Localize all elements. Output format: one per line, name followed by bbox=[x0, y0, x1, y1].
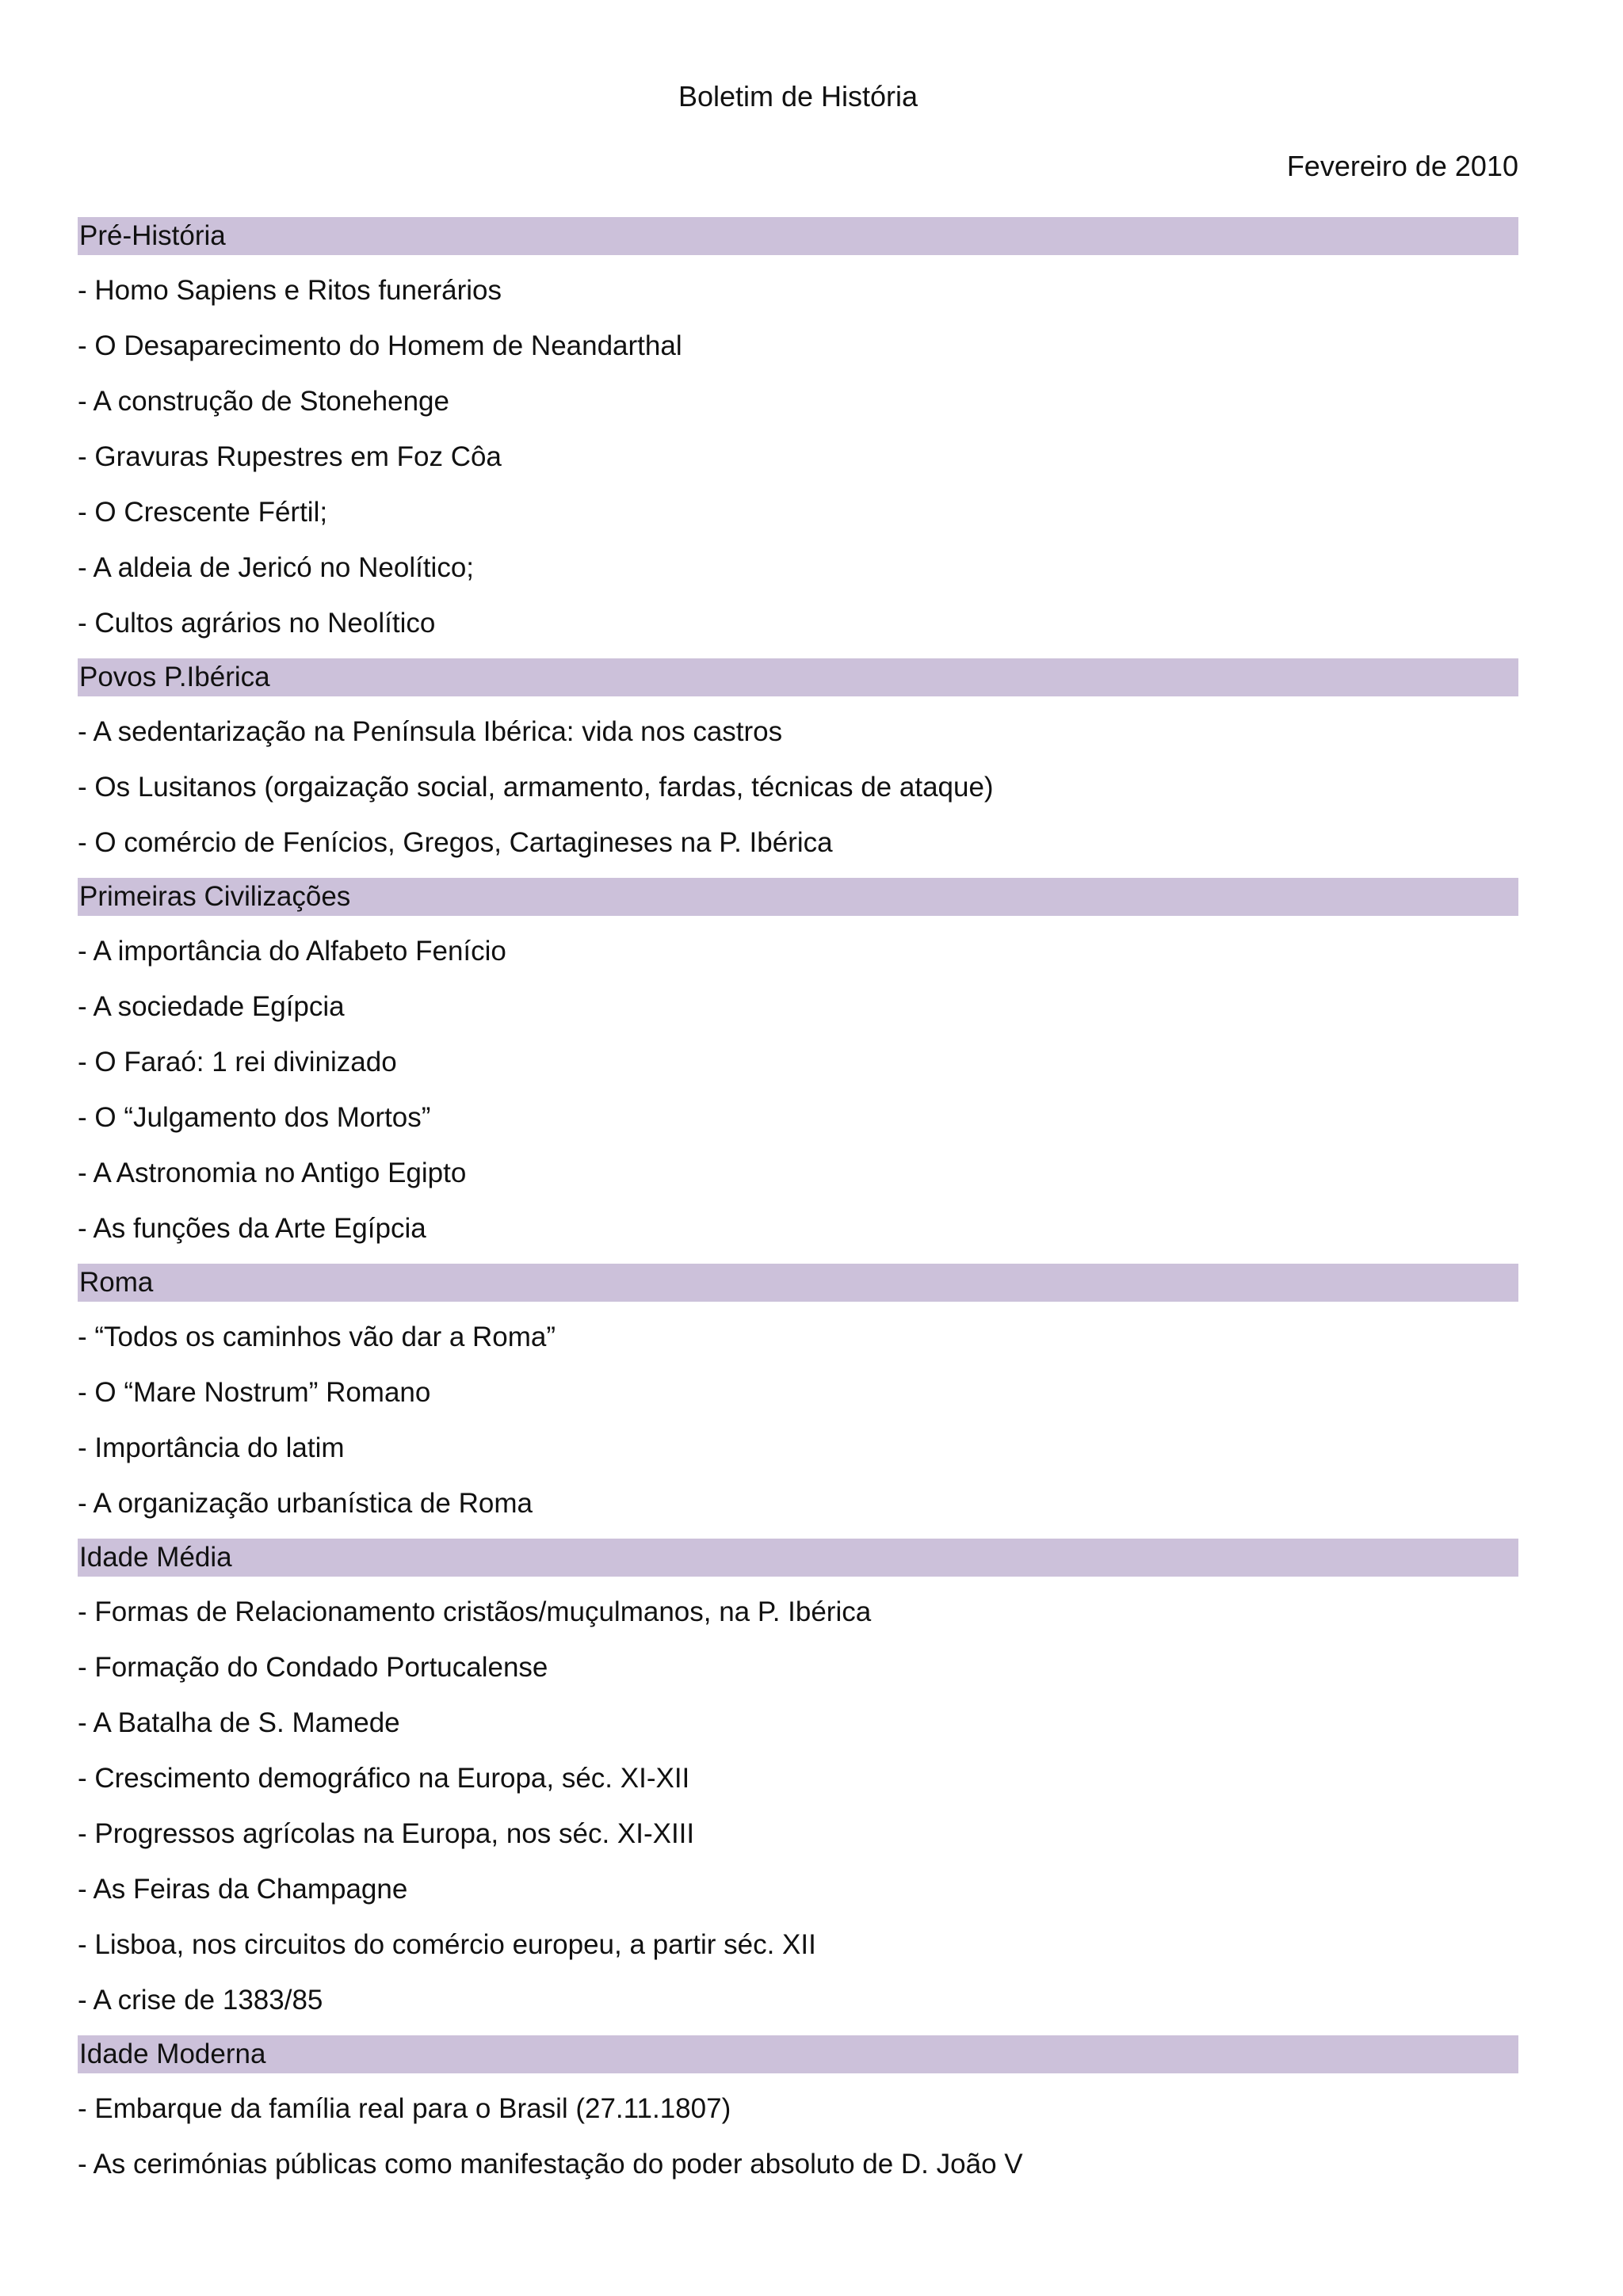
list-item: - A construção de Stonehenge bbox=[78, 386, 449, 417]
list-item: - Homo Sapiens e Ritos funerários bbox=[78, 275, 502, 306]
list-item: - A organização urbanística de Roma bbox=[78, 1488, 533, 1519]
section-header-roma: Roma bbox=[78, 1264, 1518, 1302]
section-header-povos-iberica: Povos P.Ibérica bbox=[78, 658, 1518, 696]
list-item: - A aldeia de Jericó no Neolítico; bbox=[78, 552, 475, 583]
list-item: - O Faraó: 1 rei divinizado bbox=[78, 1047, 397, 1077]
list-item: - Os Lusitanos (orgaização social, armamento, fardas, técnicas de ataque) bbox=[78, 772, 994, 803]
list-item: - Lisboa, nos circuitos do comércio europeu, a partir séc. XII bbox=[78, 1929, 816, 1960]
topic-list bbox=[78, 217, 1518, 2201]
list-item: - A sociedade Egípcia bbox=[78, 991, 345, 1022]
list-item: - “Todos os caminhos vão dar a Roma” bbox=[78, 1322, 556, 1352]
list-item: - Importância do latim bbox=[78, 1432, 345, 1463]
list-item: - A crise de 1383/85 bbox=[78, 1985, 323, 2016]
list-item: - A Astronomia no Antigo Egipto bbox=[78, 1158, 467, 1188]
list-item: - Gravuras Rupestres em Foz Côa bbox=[78, 441, 502, 472]
document-title: Boletim de História bbox=[678, 80, 918, 113]
list-item: - O Desaparecimento do Homem de Neandarthal bbox=[78, 330, 682, 361]
section-header-idade-moderna: Idade Moderna bbox=[78, 2035, 1518, 2073]
list-item: - O Crescente Fértil; bbox=[78, 497, 328, 528]
list-item: - As Feiras da Champagne bbox=[78, 1874, 408, 1905]
list-item: - O comércio de Fenícios, Gregos, Cartagineses na P. Ibérica bbox=[78, 827, 833, 858]
list-item: - Progressos agrícolas na Europa, nos séc. XI-XIII bbox=[78, 1818, 695, 1849]
list-item: - A Batalha de S. Mamede bbox=[78, 1707, 400, 1738]
section-header-pre-historia: Pré-História bbox=[78, 217, 1518, 255]
section-header-primeiras-civilizacoes: Primeiras Civilizações bbox=[78, 878, 1518, 916]
list-item: - Embarque da família real para o Brasil (27.11.1807) bbox=[78, 2093, 731, 2124]
list-item: - A importância do Alfabeto Fenício bbox=[78, 936, 506, 967]
document-date: Fevereiro de 2010 bbox=[1286, 150, 1518, 182]
section-header-idade-media: Idade Média bbox=[78, 1539, 1518, 1577]
list-item: - Formação do Condado Portucalense bbox=[78, 1652, 548, 1683]
list-item: - O “Julgamento dos Mortos” bbox=[78, 1102, 431, 1133]
list-item: - As cerimónias públicas como manifestação do poder absoluto de D. João V bbox=[78, 2149, 1023, 2180]
list-item: - Formas de Relacionamento cristãos/muçulmanos, na P. Ibérica bbox=[78, 1596, 872, 1627]
list-item: - A sedentarização na Península Ibérica: vida nos castros bbox=[78, 716, 783, 747]
list-item: - Crescimento demográfico na Europa, séc. XI-XII bbox=[78, 1763, 690, 1794]
list-item: - Cultos agrários no Neolítico bbox=[78, 608, 436, 639]
list-item: - As funções da Arte Egípcia bbox=[78, 1213, 426, 1244]
list-item: - O “Mare Nostrum” Romano bbox=[78, 1377, 431, 1408]
